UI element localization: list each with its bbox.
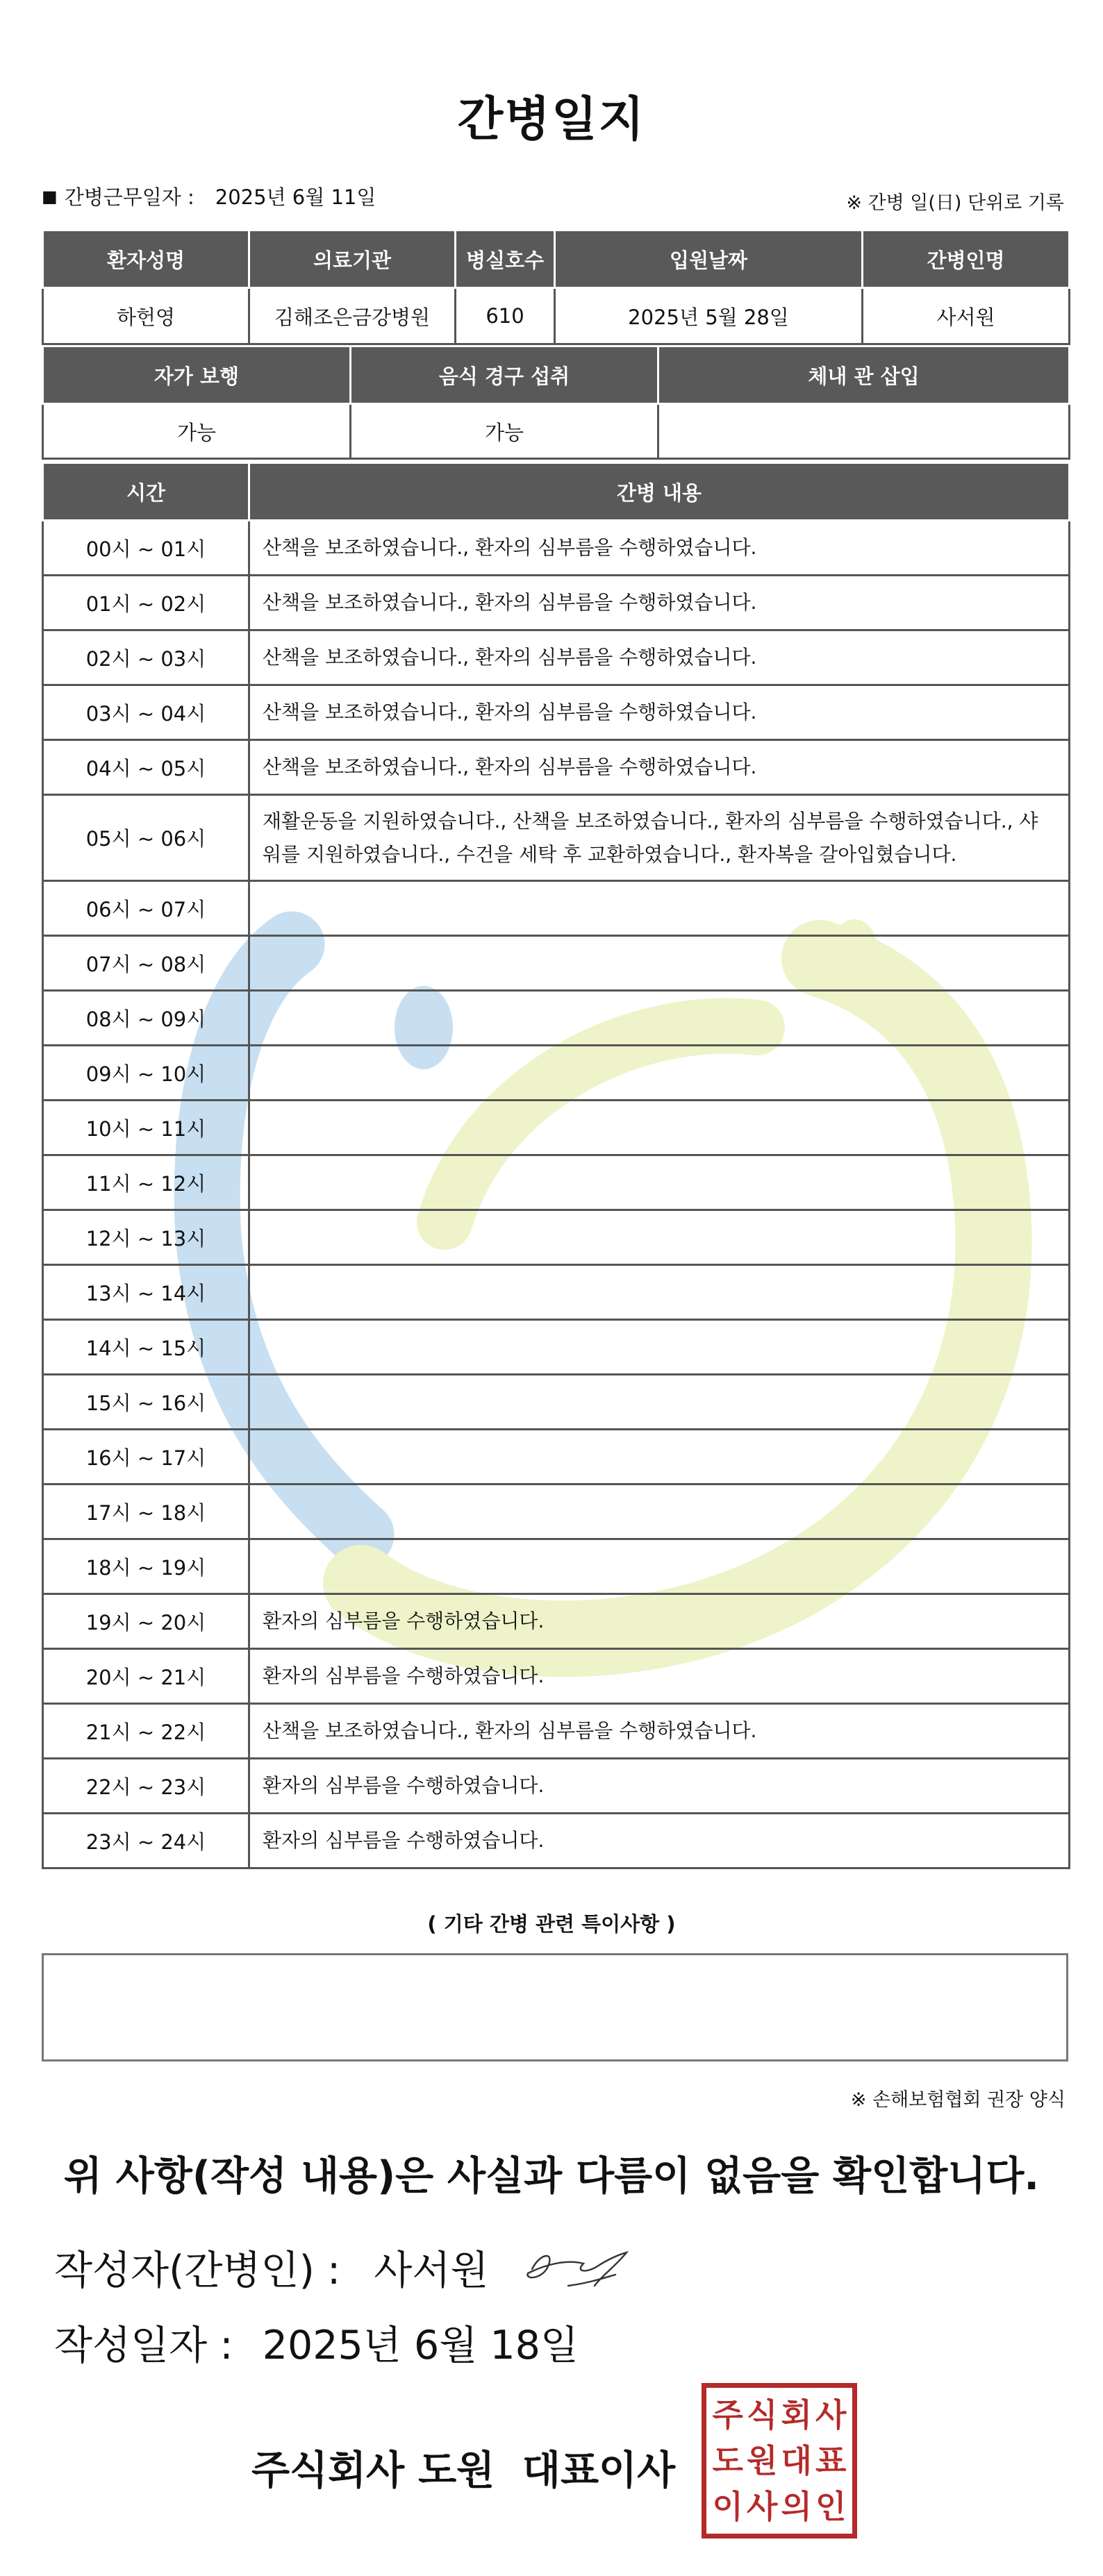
header-oral-intake: 음식 경구 섭취 [351, 346, 658, 404]
oral-intake-value: 가능 [351, 404, 658, 459]
written-date-value: 2025년 6월 18일 [262, 2323, 579, 2368]
care-content-cell [249, 1375, 1070, 1430]
time-cell: 04시 ~ 05시 [43, 740, 249, 795]
author-name: 사서원 [374, 2248, 489, 2293]
care-content-cell [249, 1265, 1070, 1320]
header-care-content: 간병 내용 [249, 463, 1070, 521]
author-label: 작성자(간병인) : [54, 2248, 341, 2293]
care-content-cell: 재활운동을 지원하였습니다., 산책을 보조하였습니다., 환자의 심부름을 수행하였습니다., 샤워를 지원하였습니다., 수건을 세탁 후 교환하였습니다., 환자복을 갈아입혔습니다. [249, 795, 1070, 881]
table-row [43, 1375, 1070, 1430]
stamp-character: 인 [815, 2488, 847, 2525]
care-content-cell [249, 881, 1070, 936]
tube-insertion-value [658, 404, 1070, 459]
table-row [43, 1101, 1070, 1155]
time-cell: 09시 ~ 10시 [43, 1046, 249, 1101]
table-row [43, 740, 1070, 795]
time-cell: 21시 ~ 22시 [43, 1704, 249, 1759]
stamp-character: 의 [781, 2488, 812, 2525]
time-cell: 15시 ~ 16시 [43, 1375, 249, 1430]
stamp-character: 사 [815, 2396, 847, 2434]
time-cell: 11시 ~ 12시 [43, 1155, 249, 1210]
table-row [43, 1155, 1070, 1210]
stamp-character: 이 [712, 2488, 743, 2525]
care-content-cell [249, 1210, 1070, 1265]
time-cell: 17시 ~ 18시 [43, 1484, 249, 1539]
confirmation-statement: 위 사항(작성 내용)은 사실과 다름이 없음을 확인합니다. [63, 2153, 1040, 2199]
admission-date: 2025년 5월 28일 [555, 288, 863, 344]
hospital-name: 김해조은금강병원 [249, 288, 456, 344]
table-row [43, 1320, 1070, 1375]
care-content-cell: 산책을 보조하였습니다., 환자의 심부름을 수행하였습니다. [249, 521, 1070, 576]
stamp-character: 대 [781, 2442, 812, 2479]
table-row [43, 1265, 1070, 1320]
time-cell: 07시 ~ 08시 [43, 936, 249, 991]
care-content-cell: 산책을 보조하였습니다., 환자의 심부름을 수행하였습니다. [249, 576, 1070, 630]
time-cell: 22시 ~ 23시 [43, 1759, 249, 1814]
page-title: 간병일지 [457, 92, 646, 147]
stamp-lettering [706, 2388, 852, 2534]
header-time: 시간 [43, 463, 249, 521]
care-content-cell [249, 991, 1070, 1046]
recommend-note: ※ 손해보험협회 권장 양식 [850, 2089, 1065, 2111]
table-row [43, 685, 1070, 740]
hourly-care-table [42, 462, 1070, 1869]
table-row [43, 1594, 1070, 1649]
table-row [43, 795, 1070, 881]
care-content-cell [249, 1046, 1070, 1101]
time-cell: 05시 ~ 06시 [43, 795, 249, 881]
table-row [43, 1484, 1070, 1539]
time-cell: 08시 ~ 09시 [43, 991, 249, 1046]
stamp-character: 원 [747, 2442, 778, 2479]
care-content-cell: 산책을 보조하였습니다., 환자의 심부름을 수행하였습니다. [249, 685, 1070, 740]
patient-name: 하헌영 [43, 288, 249, 344]
time-cell: 10시 ~ 11시 [43, 1101, 249, 1155]
header-caregiver-name: 간병인명 [863, 231, 1070, 288]
time-cell: 00시 ~ 01시 [43, 521, 249, 576]
care-content-cell: 환자의 심부름을 수행하였습니다. [249, 1594, 1070, 1649]
stamp-character: 회 [781, 2396, 812, 2434]
table-row [43, 1430, 1070, 1484]
table-row [43, 1649, 1070, 1704]
stamp-character: 식 [747, 2396, 778, 2434]
time-cell: 12시 ~ 13시 [43, 1210, 249, 1265]
time-cell: 06시 ~ 07시 [43, 881, 249, 936]
caregiver-name: 사서원 [863, 288, 1070, 344]
author-line [54, 2239, 488, 2295]
time-cell: 16시 ~ 17시 [43, 1430, 249, 1484]
stamp-character: 도 [712, 2442, 743, 2479]
patient-info-table [42, 229, 1070, 345]
header-room-number: 병실호수 [456, 231, 555, 288]
care-content-cell: 환자의 심부름을 수행하였습니다. [249, 1649, 1070, 1704]
header-hospital: 의료기관 [249, 231, 456, 288]
stamp-character: 주 [712, 2396, 743, 2434]
time-cell: 01시 ~ 02시 [43, 576, 249, 630]
care-content-cell: 산책을 보조하였습니다., 환자의 심부름을 수행하였습니다. [249, 630, 1070, 685]
time-cell: 23시 ~ 24시 [43, 1814, 249, 1868]
table-row [43, 630, 1070, 685]
work-date-label: 간병근무일자 : [64, 185, 194, 209]
time-cell: 13시 ~ 14시 [43, 1265, 249, 1320]
time-cell: 19시 ~ 20시 [43, 1594, 249, 1649]
header-self-walking: 자가 보행 [43, 346, 351, 404]
table-row [43, 404, 1070, 459]
notes-box [42, 1953, 1068, 2061]
table-row [43, 1539, 1070, 1594]
care-content-cell [249, 1101, 1070, 1155]
header-tube-insertion: 체내 관 삽입 [658, 346, 1070, 404]
time-cell: 03시 ~ 04시 [43, 685, 249, 740]
company-representative: 주식회사 도원 대표이사 [251, 2448, 676, 2493]
care-content-cell: 산책을 보조하였습니다., 환자의 심부름을 수행하였습니다. [249, 740, 1070, 795]
table-header-row [43, 463, 1070, 521]
header-patient-name: 환자성명 [43, 231, 249, 288]
table-row [43, 1814, 1070, 1868]
table-row [43, 1210, 1070, 1265]
unit-note: ※ 간병 일(日) 단위로 기록 [846, 192, 1064, 214]
table-row [43, 936, 1070, 991]
written-date-label: 작성일자 : [54, 2323, 233, 2368]
square-bullet-icon: ■ [42, 186, 58, 206]
care-content-cell: 산책을 보조하였습니다., 환자의 심부름을 수행하였습니다. [249, 1704, 1070, 1759]
time-cell: 14시 ~ 15시 [43, 1320, 249, 1375]
written-date-line [54, 2314, 579, 2370]
table-row [43, 288, 1070, 344]
table-row [43, 991, 1070, 1046]
care-content-cell [249, 1430, 1070, 1484]
table-header-row [43, 231, 1070, 288]
table-row [43, 881, 1070, 936]
table-row [43, 521, 1070, 576]
patient-status-table [42, 345, 1070, 460]
table-row [43, 1704, 1070, 1759]
signature-scribble-icon [520, 2236, 638, 2298]
self-walking-value: 가능 [43, 404, 351, 459]
care-content-cell [249, 1539, 1070, 1594]
stamp-character: 표 [815, 2442, 847, 2479]
care-content-cell [249, 1155, 1070, 1210]
care-content-cell: 환자의 심부름을 수행하였습니다. [249, 1759, 1070, 1814]
room-number: 610 [456, 288, 555, 344]
care-content-cell: 환자의 심부름을 수행하였습니다. [249, 1814, 1070, 1868]
work-date-value: 2025년 6월 11일 [215, 185, 376, 209]
care-content-cell [249, 936, 1070, 991]
notes-title: ( 기타 간병 관련 특이사항 ) [427, 1912, 676, 1936]
table-row [43, 1046, 1070, 1101]
stamp-character: 사 [747, 2488, 778, 2525]
company-seal-stamp-icon [702, 2383, 857, 2539]
care-content-cell [249, 1320, 1070, 1375]
time-cell: 20시 ~ 21시 [43, 1649, 249, 1704]
time-cell: 02시 ~ 03시 [43, 630, 249, 685]
work-date-line [42, 182, 376, 210]
time-cell: 18시 ~ 19시 [43, 1539, 249, 1594]
table-header-row [43, 346, 1070, 404]
table-row [43, 1759, 1070, 1814]
table-row [43, 576, 1070, 630]
care-content-cell [249, 1484, 1070, 1539]
header-admission-date: 입원날짜 [555, 231, 863, 288]
